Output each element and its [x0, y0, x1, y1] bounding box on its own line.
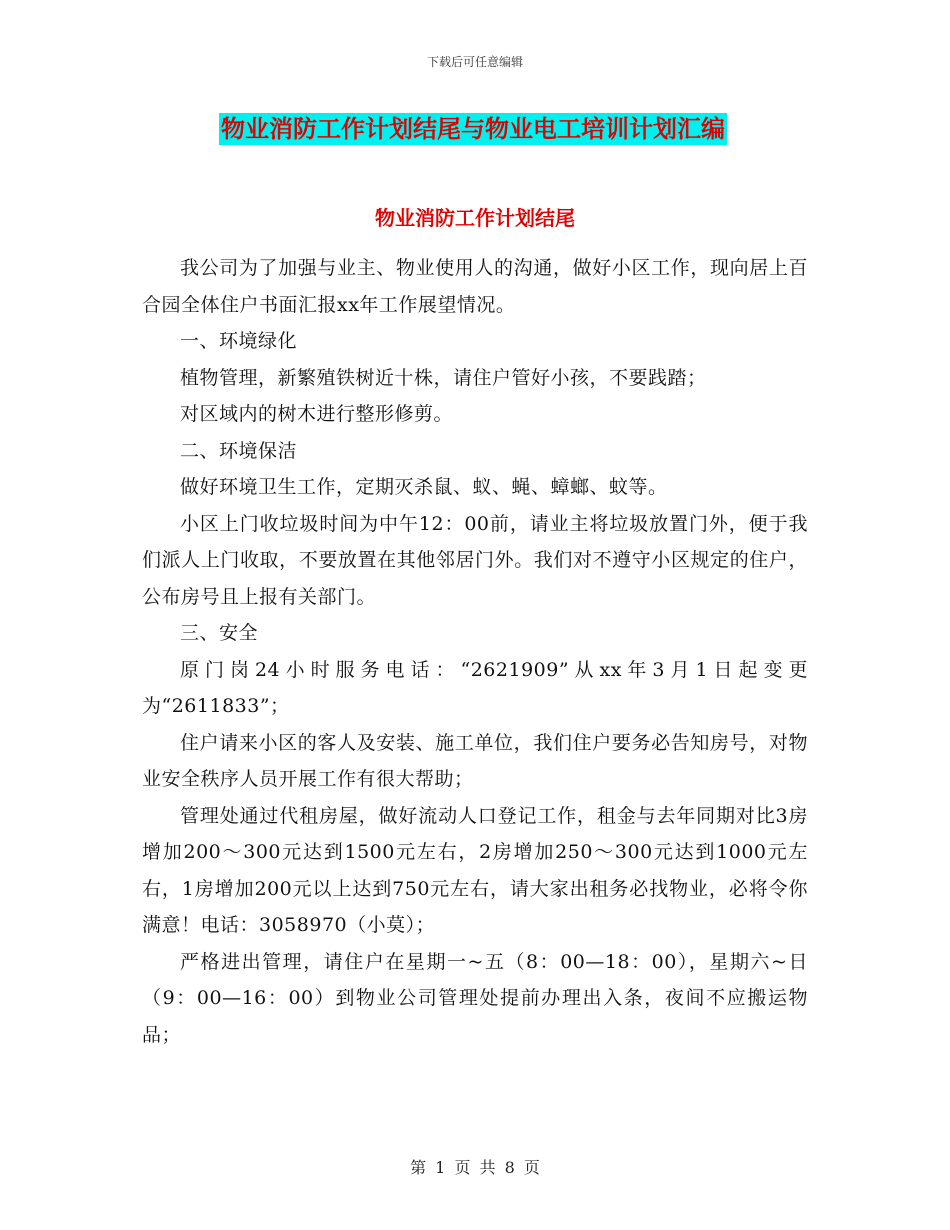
heading-security: 三、安全 [180, 622, 259, 644]
paragraph: 我公司为了加强与业主、物业使用人的沟通，做好小区工作，现向居上百合园全体住户书面汇报xx年工作展望情况。 [142, 257, 808, 316]
section-title: 物业消防工作计划结尾 [375, 206, 575, 230]
heading-cleaning: 二、环境保洁 [180, 439, 298, 462]
paragraph: 管理处通过代租房屋，做好流动人口登记工作，租金与去年同期对比3房增加200～300元达到1500元左右，2房增加250～300元达到1000元左右，1房增加200元以上达到750元左右，请大家出租务必找物业，必将令你满意！电话：3058970（小莫）； [142, 804, 808, 936]
paragraph: 原门岗24小时服务电话：“2621909”从xx年3月1日起变更为“2611833”； [142, 658, 808, 717]
paragraph: 植物管理，新繁殖铁树近十株，请住户管好小孩，不要践踏； [180, 366, 707, 389]
paragraph: 做好环境卫生工作，定期灭杀鼠、蚁、蝇、蟑螂、蚊等。 [180, 476, 668, 498]
paragraph: 住户请来小区的客人及安装、施工单位，我们住户要务必告知房号，对物业安全秩序人员开展工作有很大帮助； [142, 731, 808, 790]
paragraph: 小区上门收垃圾时间为中午12：00前，请业主将垃圾放置门外，便于我们派人上门收取，不要放置在其他邻居门外。我们对不遵守小区规定的住户，公布房号且上报有关部门。 [142, 512, 808, 608]
page-number-footer: 第 1 页 共 8 页 [410, 1158, 540, 1177]
header-note: 下载后可任意编辑 [426, 55, 523, 69]
body-text [142, 250, 808, 1053]
document-title: 物业消防工作计划结尾与物业电工培训计划汇编 [221, 114, 725, 143]
paragraph: 对区域内的树木进行整形修剪。 [180, 403, 454, 425]
paragraph: 严格进出管理，请住户在星期一~五（8：00—18：00），星期六~日（9：00—16：00）到物业公司管理处提前办理出入条，夜间不应搬运物品； [142, 950, 808, 1046]
heading-greening: 一、环境绿化 [180, 330, 298, 352]
